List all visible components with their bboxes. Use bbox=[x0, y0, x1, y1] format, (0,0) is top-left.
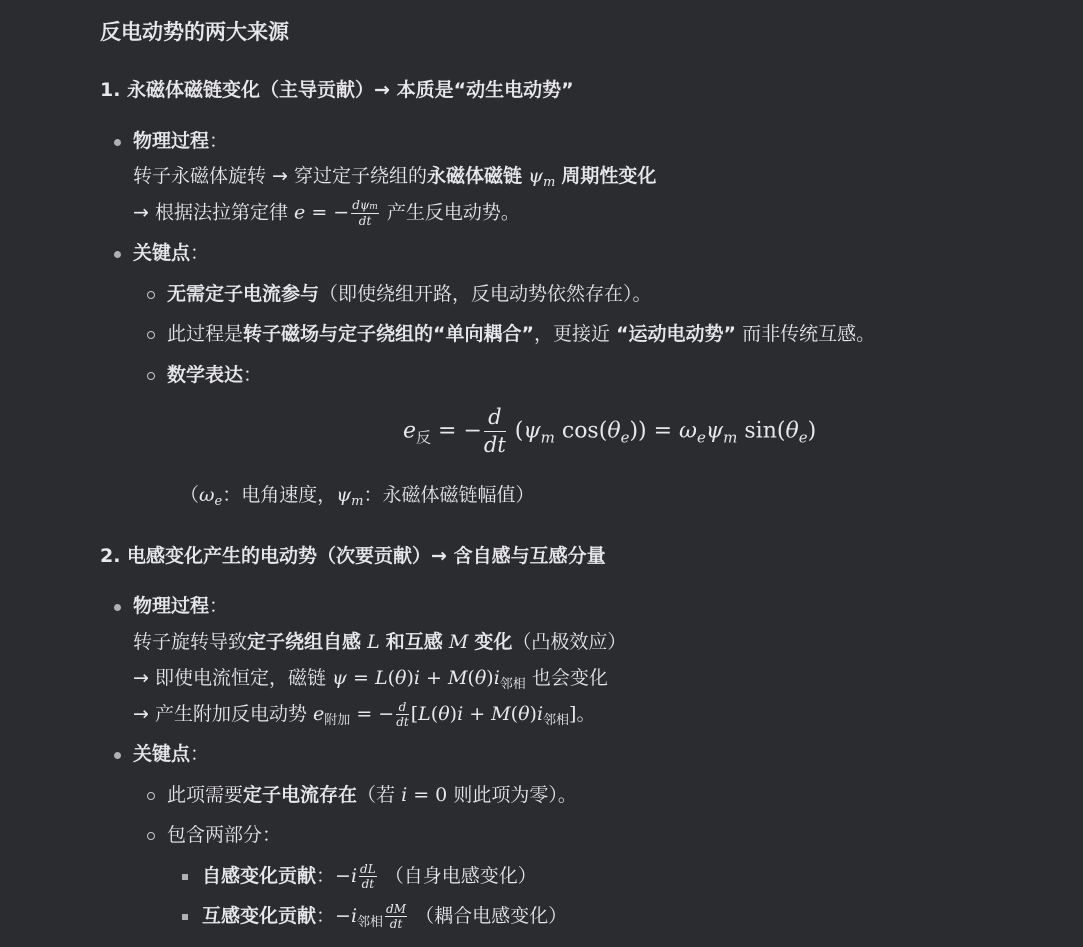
s1-physics-label: 物理过程 bbox=[133, 130, 210, 152]
bullet-circle-icon bbox=[147, 291, 155, 299]
bullet-circle-icon bbox=[147, 372, 155, 380]
s1-physics-label-line: 物理过程： bbox=[133, 130, 229, 152]
s2-physics-label-line: 物理过程： bbox=[133, 595, 229, 617]
s1-note: （$\omega_e$：电角速度，$\psi_m$：永磁体磁链幅值） bbox=[180, 484, 535, 509]
bullet-circle-icon bbox=[147, 331, 155, 339]
bullet-square-icon bbox=[182, 914, 188, 920]
s2-physics-line1: 转子旋转导致定子绕组自感 L 和互感 M 变化（凸极效应） bbox=[133, 631, 627, 653]
s2-self-term: 自感变化贡献：−i $\frac{dL}{dt}$ （自身电感变化） bbox=[202, 862, 537, 891]
bullet-disc-icon bbox=[114, 604, 121, 611]
s1-key3: 数学表达： bbox=[167, 364, 263, 386]
s1-key-label-line: 关键点： bbox=[133, 242, 210, 264]
s2-physics-line3: → 产生附加反电动势 $e_{附加}$ = − $\frac{d}{dt}$ $[L(\theta)i + M(\theta)i_{邻相}]$。 bbox=[133, 700, 596, 729]
page-title: 反电动势的两大来源 bbox=[100, 20, 289, 44]
s1-physics-line2: → 根据法拉第定律 e = − $\frac{\text{dψm}}{dt}$ 产生反电动势。 bbox=[133, 198, 520, 228]
bullet-disc-icon bbox=[114, 752, 121, 759]
section1-heading: 1. 永磁体磁链变化（主导贡献）→ 本质是“动生电动势” bbox=[100, 79, 574, 101]
bullet-disc-icon bbox=[114, 251, 121, 258]
s2-key1: 此项需要定子电流存在（若 i = 0 则此项为零）。 bbox=[167, 784, 577, 806]
s2-mutual-term: 互感变化贡献：$-i_{邻相}$ $\frac{dM}{dt}$ （耦合电感变化） bbox=[202, 902, 568, 931]
bullet-circle-icon bbox=[147, 832, 155, 840]
s1-physics-line1: 转子永磁体旋转 → 穿过定子绕组的永磁体磁链 $\psi_m$ 周期性变化 bbox=[133, 165, 657, 190]
bullet-disc-icon bbox=[114, 139, 121, 146]
s2-key-label-line: 关键点： bbox=[133, 743, 210, 765]
s1-key2: 此过程是转子磁场与定子绕组的“单向耦合”，更接近 “运动电动势” 而非传统互感。 bbox=[167, 323, 876, 345]
bullet-square-icon bbox=[182, 874, 188, 880]
s1-key1: 无需定子电流参与（即使绕组开路，反电动势依然存在）。 bbox=[167, 283, 652, 305]
s2-physics-line2: → 即使电流恒定，磁链 $\psi = L(\theta)i + M(\theta)i_{邻相}$ 也会变化 bbox=[133, 667, 608, 692]
section2-heading: 2. 电感变化产生的电动势（次要贡献）→ 含自感与互感分量 bbox=[100, 545, 606, 567]
back-emf-equation: $e_反$ = − $\frac{d}{dt}$ ($\psi_m$ $\cos(\theta_e)) = \omega_e\psi_m$ $\sin(\theta_e)$ bbox=[403, 405, 817, 457]
s2-key2: 包含两部分： bbox=[167, 824, 282, 846]
bullet-circle-icon bbox=[147, 792, 155, 800]
